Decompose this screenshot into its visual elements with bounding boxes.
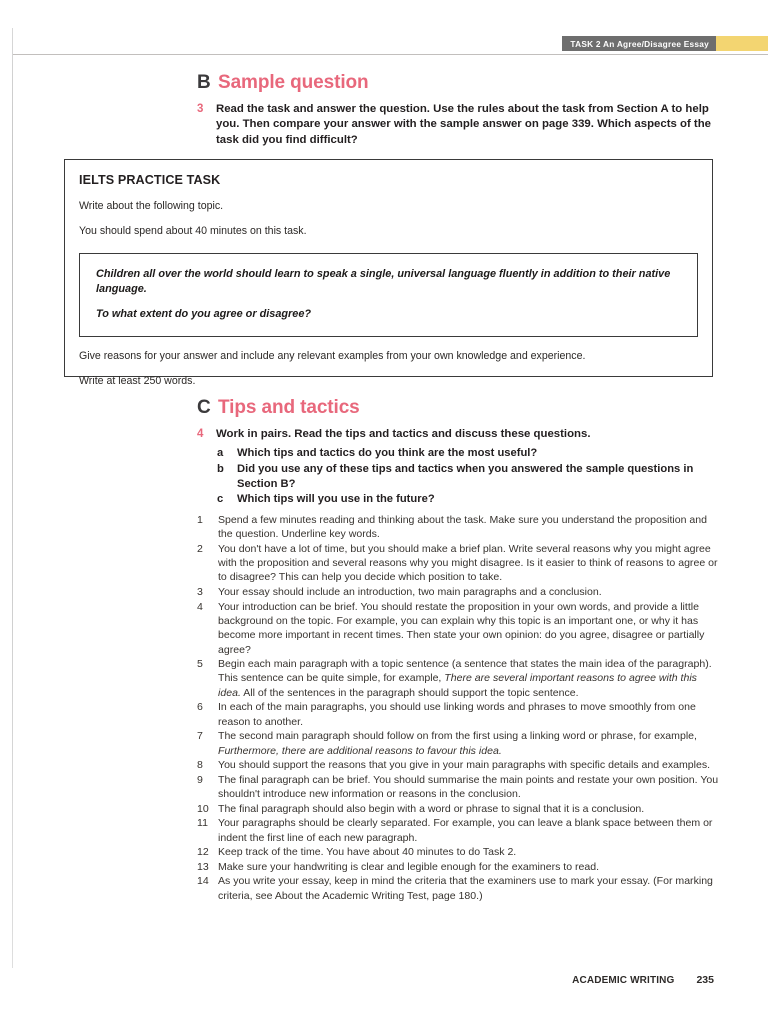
discussion-question-item: [217, 462, 725, 492]
tip-list-item: [197, 542, 722, 585]
discussion-question-item: [217, 492, 725, 507]
section-b-task-3: [197, 102, 717, 148]
tip-list-item: [197, 773, 722, 802]
discussion-question-list: [217, 446, 725, 507]
section-b: [197, 72, 717, 148]
tip-number: 1: [197, 514, 203, 526]
essay-prompt-statement: Children all over the world should learn to speak a single, universal language fluently in addition to their native language.: [96, 268, 671, 295]
tip-number: 6: [197, 701, 203, 714]
tip-number: 11: [197, 817, 208, 830]
tip-list-item: [197, 758, 722, 772]
ielts-practice-task-box: [64, 159, 713, 387]
tip-list-item: [197, 816, 722, 845]
tip-text: The final paragraph should also begin with a word or phrase to signal that it is a conclusion.: [218, 802, 645, 815]
tip-text: Begin each main paragraph with a topic sentence (a sentence that states the main idea of the paragraph). This sentence can be quite simple, for example, There are several important reasons to agree with this idea. All of the sentences in the paragraph should support the topic sentence.: [218, 658, 712, 699]
section-c: [197, 397, 725, 507]
section-b-title: Sample question: [218, 72, 369, 93]
tip-text: In each of the main paragraphs, you should use linking words and phrases to move smoothly from one reason to another.: [218, 701, 696, 728]
tip-number: 14: [197, 875, 209, 888]
essay-prompt-question: To what extent do you agree or disagree?: [96, 308, 312, 321]
tip-number: 8: [197, 759, 203, 772]
tip-text: Your introduction can be brief. You should restate the proposition in your own words, and provide a little background on the topic. For example, you can explain why this topic is an important one, or why it has become more important in recent times. Then state your own opinion: do you agree, disagree or partially agree?: [218, 600, 705, 656]
tip-list-item: [197, 600, 722, 657]
discussion-question-item: [217, 446, 725, 461]
tip-list-item: [197, 585, 722, 599]
tip-list-item: [197, 657, 722, 700]
tip-text: Make sure your handwriting is clear and legible enough for the examiners to read.: [218, 860, 600, 873]
practice-task-line-1: Write about the following topic.: [79, 200, 224, 212]
task-instruction: Work in pairs. Read the tips and tactics and discuss these questions.: [216, 428, 591, 440]
tip-text: Your essay should include an introduction, two main paragraphs and a conclusion.: [218, 586, 602, 599]
tip-list-item: [197, 729, 722, 758]
question-letter: c: [217, 493, 224, 506]
tip-list-item: [197, 700, 722, 729]
tip-text: The second main paragraph should follow on from the first using a linking word or phrase, for example, Furthermore, there are additional reasons to favour this idea.: [218, 730, 697, 757]
question-letter: a: [217, 447, 224, 460]
tip-number: 12: [197, 846, 209, 859]
tip-list-item: [197, 860, 722, 874]
tip-number: 4: [197, 600, 203, 613]
task-instruction: Read the task and answer the question. Use the rules about the task from Section A to help you. Then compare your answer with the sample answer on page 339. Which aspects of the task did you find difficult?: [216, 103, 711, 146]
scan-left-edge: [12, 28, 13, 968]
practice-task-line-4: Write at least 250 words.: [79, 374, 196, 387]
page-footer: [0, 974, 768, 986]
section-c-title: Tips and tactics: [218, 397, 360, 418]
question-text: Which tips and tactics do you think are the most useful?: [237, 447, 538, 460]
footer-page-number: 235: [696, 974, 714, 986]
question-text: Which tips will you use in the future?: [237, 493, 435, 506]
practice-task-title: IELTS PRACTICE TASK: [79, 173, 221, 187]
section-c-heading: [197, 397, 725, 419]
question-letter: b: [217, 462, 224, 475]
tip-text: Your paragraphs should be clearly separated. For example, you can leave a blank space between them or indent the first line of each new paragraph.: [218, 817, 713, 844]
tip-number: 7: [197, 730, 203, 743]
section-c-task-4: [197, 427, 725, 442]
section-b-heading: [197, 72, 717, 94]
tip-number: 10: [197, 802, 209, 815]
tips-and-tactics-list: [197, 513, 722, 903]
running-head: [562, 36, 768, 51]
footer-section-label: ACADEMIC WRITING: [572, 975, 675, 986]
tip-text: The final paragraph can be brief. You should summarise the main points and restate your own position. You shouldn't introduce new information or reasons in the conclusion.: [218, 773, 719, 801]
tip-text: You should support the reasons that you give in your main paragraphs with specific details and examples.: [218, 759, 711, 772]
tip-text: Spend a few minutes reading and thinking about the task. Make sure you understand the proposition and the question. Underline key words.: [218, 514, 707, 541]
running-head-tab-label: TASK 2 An Agree/Disagree Essay: [562, 36, 716, 51]
running-head-color-swatch: [716, 36, 768, 51]
tip-number: 2: [197, 542, 203, 555]
question-text: Did you use any of these tips and tactics when you answered the sample questions in Section B?: [237, 462, 694, 490]
tip-text: Keep track of the time. You have about 40 minutes to do Task 2.: [218, 846, 517, 859]
tip-text: As you write your essay, keep in mind the criteria that the examiners use to mark your essay. (For marking criteria, see About the Academic Writing Test, page 180.): [218, 875, 713, 902]
task-number: 4: [197, 428, 204, 440]
tip-list-item: [197, 845, 722, 859]
tip-list-item: [197, 513, 722, 542]
task-number: 3: [197, 103, 204, 115]
essay-prompt-box: [79, 253, 698, 337]
header-rule: [13, 54, 768, 55]
section-c-letter: C: [197, 397, 211, 418]
section-b-letter: B: [197, 72, 211, 93]
tip-number: 5: [197, 658, 203, 671]
tip-list-item: [197, 802, 722, 816]
practice-task-line-2: You should spend about 40 minutes on this task.: [79, 225, 307, 237]
tip-number: 13: [197, 860, 209, 873]
tip-number: 9: [197, 773, 203, 786]
tip-number: 3: [197, 586, 203, 599]
practice-task-line-3: Give reasons for your answer and include any relevant examples from your own knowledge and experience.: [79, 349, 586, 362]
tip-text: You don't have a lot of time, but you should make a brief plan. Write several reasons why you might agree with the proposition and several reasons why you might disagree. Is it easier to think of reasons to agree or to disagree? This can help you decide which position to take.: [218, 542, 718, 584]
tip-list-item: [197, 874, 722, 903]
